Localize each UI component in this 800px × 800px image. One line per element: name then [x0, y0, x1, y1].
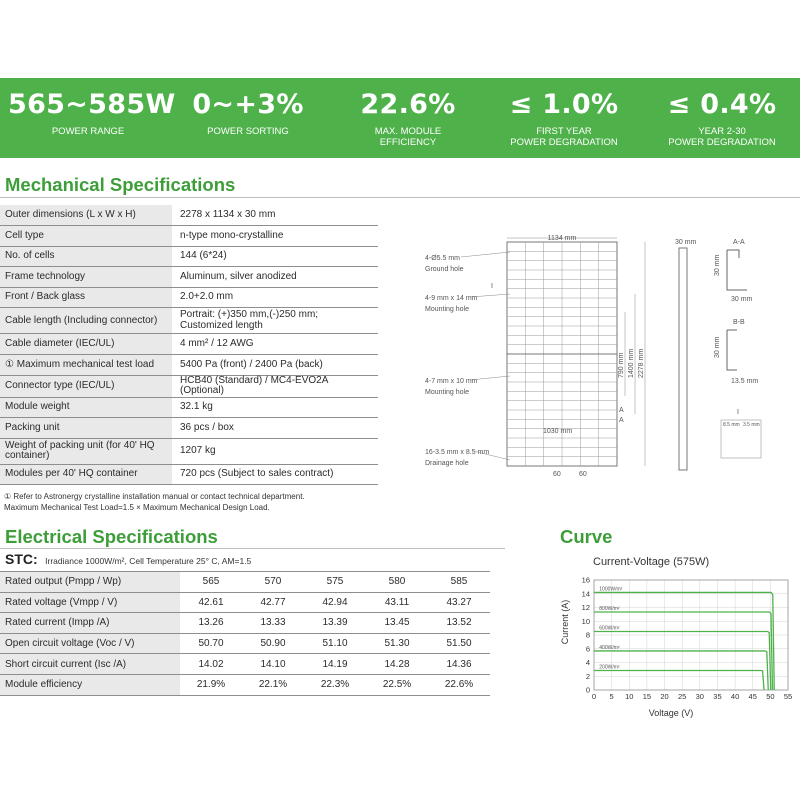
x-axis-label: Voltage (V)	[648, 708, 694, 718]
key-figure-value: ≤ 1.0%	[509, 89, 619, 120]
mounting-hole-1-label: Mounting hole	[425, 306, 469, 313]
section-marker-a: A	[619, 407, 624, 414]
series-label: 800W/m²	[599, 605, 620, 612]
spec-row	[0, 308, 378, 334]
electrical-specifications-table	[0, 571, 490, 696]
key-figure-label-line: POWER DEGRADATION	[510, 137, 618, 148]
y-tick-label: 2	[585, 671, 590, 681]
section-aa-height: 30 mm	[714, 254, 721, 276]
spec-key: Cell type	[0, 226, 172, 247]
section-aa-width: 30 mm	[731, 296, 753, 303]
leader-line	[461, 252, 510, 257]
key-figure-label-line: EFFICIENCY	[379, 137, 437, 148]
section-i-title: I	[737, 409, 739, 416]
detail-marker-i: I	[491, 283, 493, 290]
spec-value: HCB40 (Standard) / MC4-EVO2A (Optional)	[172, 375, 378, 397]
section-bb-width: 13.5 mm	[731, 378, 759, 385]
electrical-value: 13.33	[242, 613, 304, 634]
drainage-hole-size: 16-3.5 mm x 8.5 mm	[425, 449, 490, 456]
y-tick-label: 12	[581, 603, 590, 612]
spec-row	[0, 418, 378, 439]
spec-value: 144 (6*24)	[172, 246, 378, 267]
electrical-key: Rated current (Impp /A)	[0, 613, 180, 634]
spec-row	[0, 287, 378, 308]
electrical-value: 50.70	[180, 633, 242, 654]
x-tick-label: 55	[783, 692, 793, 701]
spec-value: 2278 x 1134 x 30 mm	[172, 205, 378, 226]
spec-value: 2.0+2.0 mm	[172, 287, 378, 308]
electrical-value: 14.28	[366, 654, 428, 675]
electrical-row	[0, 592, 490, 613]
key-figure-label	[8, 126, 168, 137]
spec-value: 5400 Pa (front) / 2400 Pa (back)	[172, 355, 378, 376]
electrical-value: 51.30	[366, 633, 428, 654]
iv-series-line	[594, 670, 764, 690]
electrical-value: 22.5%	[366, 674, 428, 695]
key-figure-value: 22.6%	[360, 89, 456, 120]
electrical-value: 51.10	[304, 633, 366, 654]
y-tick-label: 4	[585, 658, 590, 667]
spec-key: No. of cells	[0, 246, 172, 267]
electrical-value: 13.52	[428, 613, 490, 634]
bottom-tick: 60	[579, 471, 587, 478]
key-figure-label	[328, 126, 488, 148]
electrical-specifications-title: Electrical Specifications	[5, 526, 218, 547]
height-label-2278: 2278 mm	[638, 348, 645, 378]
electrical-key: Rated voltage (Vmpp / V)	[0, 592, 180, 613]
spec-key: Module weight	[0, 397, 172, 418]
key-figure-label	[642, 126, 800, 148]
electrical-value: 42.94	[304, 592, 366, 613]
electrical-value: 22.3%	[304, 674, 366, 695]
spec-key: Outer dimensions (L x W x H)	[0, 205, 172, 226]
spec-row	[0, 205, 378, 226]
spec-row	[0, 355, 378, 376]
section-divider	[0, 197, 800, 198]
x-tick-label: 40	[730, 692, 740, 701]
electrical-value: 13.26	[180, 613, 242, 634]
spec-row	[0, 267, 378, 288]
spec-row	[0, 464, 378, 485]
spec-key: Connector type (IEC/UL)	[0, 375, 172, 397]
key-figure-label	[168, 126, 328, 137]
key-figure-value: 565~585W	[8, 89, 176, 120]
spec-row	[0, 375, 378, 397]
iv-series-line	[594, 592, 774, 690]
ground-hole-size: 4-Ø5.5 mm	[425, 255, 461, 262]
spec-key: Modules per 40' HQ container	[0, 464, 172, 485]
ground-hole-label: Ground hole	[425, 266, 464, 273]
electrical-row	[0, 633, 490, 654]
y-tick-label: 10	[581, 616, 590, 626]
spec-key: Front / Back glass	[0, 287, 172, 308]
electrical-value: 570	[242, 572, 304, 593]
x-tick-label: 45	[748, 692, 757, 701]
x-tick-label: 35	[713, 692, 722, 701]
electrical-value: 13.45	[366, 613, 428, 634]
electrical-value: 13.39	[304, 613, 366, 634]
bottom-span-label: 1030 mm	[543, 428, 573, 435]
electrical-key: Rated output (Pmpp / Wp)	[0, 572, 180, 593]
key-figure-value: 0~+3%	[192, 89, 304, 120]
electrical-row	[0, 572, 490, 593]
electrical-value: 22.1%	[242, 674, 304, 695]
width-label: 1134 mm	[547, 235, 577, 242]
key-figure-label-line: POWER SORTING	[207, 126, 289, 137]
electrical-key: Open circuit voltage (Voc / V)	[0, 633, 180, 654]
electrical-value: 580	[366, 572, 428, 593]
electrical-key: Module efficiency	[0, 674, 180, 695]
section-i-dim: 8.5 mm	[723, 422, 740, 428]
x-tick-label: 20	[660, 692, 669, 701]
spec-value: n-type mono-crystalline	[172, 226, 378, 247]
spec-key: Weight of packing unit (for 40' HQ container)	[0, 438, 172, 464]
spec-key: Cable length (Including connector)	[0, 308, 172, 334]
mounting-hole-2-size: 4-7 mm x 10 mm	[425, 378, 478, 385]
y-axis-label: Current (A)	[560, 599, 570, 645]
series-label: 600W/m²	[599, 625, 620, 632]
mechanical-specifications-table	[0, 205, 378, 485]
side-view-frame	[679, 248, 687, 470]
electrical-row	[0, 674, 490, 695]
section-bb-title: B-B	[733, 319, 745, 326]
key-figure-label-line: POWER RANGE	[51, 126, 125, 137]
height-label-1400: 1400 mm	[628, 348, 635, 378]
note-line: ① Refer to Astronergy crystalline installation manual or contact technical department.	[4, 492, 305, 501]
section-aa-profile	[727, 250, 747, 290]
key-figure-label-line: YEAR 2-30	[698, 126, 746, 137]
key-figure-label-line: MAX. MODULE	[374, 126, 442, 137]
x-tick-label: 0	[591, 692, 597, 701]
electrical-value: 575	[304, 572, 366, 593]
series-label: 400W/m²	[599, 644, 620, 651]
section-divider	[0, 548, 505, 549]
key-figure	[484, 78, 644, 158]
electrical-value: 22.6%	[428, 674, 490, 695]
spec-value: Aluminum, silver anodized	[172, 267, 378, 288]
electrical-row	[0, 613, 490, 634]
spec-row	[0, 397, 378, 418]
series-label: 200W/m²	[599, 664, 620, 671]
frame-thickness-label: 30 mm	[675, 239, 697, 246]
electrical-value: 14.36	[428, 654, 490, 675]
series-label: 1000W/m²	[599, 586, 623, 593]
spec-value: Portrait: (+)350 mm,(-)250 mm; Customized length	[172, 308, 378, 334]
y-tick-label: 14	[581, 589, 590, 599]
module-dimension-drawing	[415, 228, 775, 490]
stc-conditions-text: Irradiance 1000W/m², Cell Temperature 25° C, AM=1.5	[45, 556, 252, 566]
section-bb-height: 30 mm	[714, 336, 721, 358]
electrical-value: 14.19	[304, 654, 366, 675]
x-tick-label: 50	[766, 692, 775, 701]
height-label-790: 790 mm	[618, 352, 625, 378]
spec-value: 4 mm² / 12 AWG	[172, 334, 378, 355]
key-figures-banner	[0, 78, 800, 158]
spec-key: Cable diameter (IEC/UL)	[0, 334, 172, 355]
y-tick-label: 16	[581, 575, 590, 585]
section-i-dim: 3.5 mm	[743, 422, 760, 428]
spec-key: Frame technology	[0, 267, 172, 288]
section-aa-title: A-A	[733, 239, 745, 246]
spec-key: ① Maximum mechanical test load	[0, 355, 172, 376]
spec-row	[0, 246, 378, 267]
mechanical-specifications-title: Mechanical Specifications	[5, 174, 236, 195]
bottom-tick: 60	[553, 471, 561, 478]
electrical-value: 51.50	[428, 633, 490, 654]
mounting-hole-2-label: Mounting hole	[425, 389, 469, 396]
key-figure	[8, 78, 176, 158]
curve-section-title: Curve	[560, 526, 613, 547]
x-tick-label: 5	[609, 692, 614, 701]
iv-curve-title: Current-Voltage (575W)	[593, 556, 710, 568]
electrical-value: 565	[180, 572, 242, 593]
electrical-value: 50.90	[242, 633, 304, 654]
key-figure-label	[484, 126, 644, 148]
spec-key: Packing unit	[0, 418, 172, 439]
y-tick-label: 6	[585, 644, 590, 654]
key-figure	[168, 78, 328, 158]
electrical-key: Short circuit current (Isc /A)	[0, 654, 180, 675]
note-line: Maximum Mechanical Test Load=1.5 × Maximum Mechanical Design Load.	[4, 503, 270, 512]
section-bb-profile	[727, 330, 737, 370]
spec-value: 32.1 kg	[172, 397, 378, 418]
x-tick-label: 10	[625, 692, 634, 701]
electrical-value: 43.11	[366, 592, 428, 613]
iv-curve-chart	[548, 572, 800, 720]
y-tick-label: 0	[585, 685, 590, 695]
mechanical-notes	[4, 491, 305, 513]
x-tick-label: 15	[642, 692, 652, 701]
key-figure-value: ≤ 0.4%	[667, 89, 777, 120]
x-tick-label: 30	[695, 692, 704, 701]
spec-row	[0, 334, 378, 355]
key-figure-label-line: POWER DEGRADATION	[668, 137, 776, 148]
spec-value: 36 pcs / box	[172, 418, 378, 439]
electrical-value: 42.77	[242, 592, 304, 613]
spec-row	[0, 226, 378, 247]
spec-row	[0, 438, 378, 464]
stc-label: STC:	[5, 551, 38, 567]
mounting-hole-1-size: 4-9 mm x 14 mm	[425, 295, 478, 302]
electrical-value: 21.9%	[180, 674, 242, 695]
electrical-value: 14.02	[180, 654, 242, 675]
electrical-row	[0, 654, 490, 675]
electrical-value: 43.27	[428, 592, 490, 613]
key-figure	[642, 78, 800, 158]
spec-value: 1207 kg	[172, 438, 378, 464]
key-figure-label-line: FIRST YEAR	[536, 126, 592, 137]
electrical-value: 585	[428, 572, 490, 593]
drainage-hole-label: Drainage hole	[425, 460, 469, 467]
electrical-value: 14.10	[242, 654, 304, 675]
y-tick-label: 8	[585, 630, 590, 640]
stc-conditions	[5, 551, 251, 569]
electrical-value: 42.61	[180, 592, 242, 613]
key-figure	[328, 78, 488, 158]
x-tick-label: 25	[678, 692, 687, 701]
spec-value: 720 pcs (Subject to sales contract)	[172, 464, 378, 485]
section-marker-a: A	[619, 417, 624, 424]
